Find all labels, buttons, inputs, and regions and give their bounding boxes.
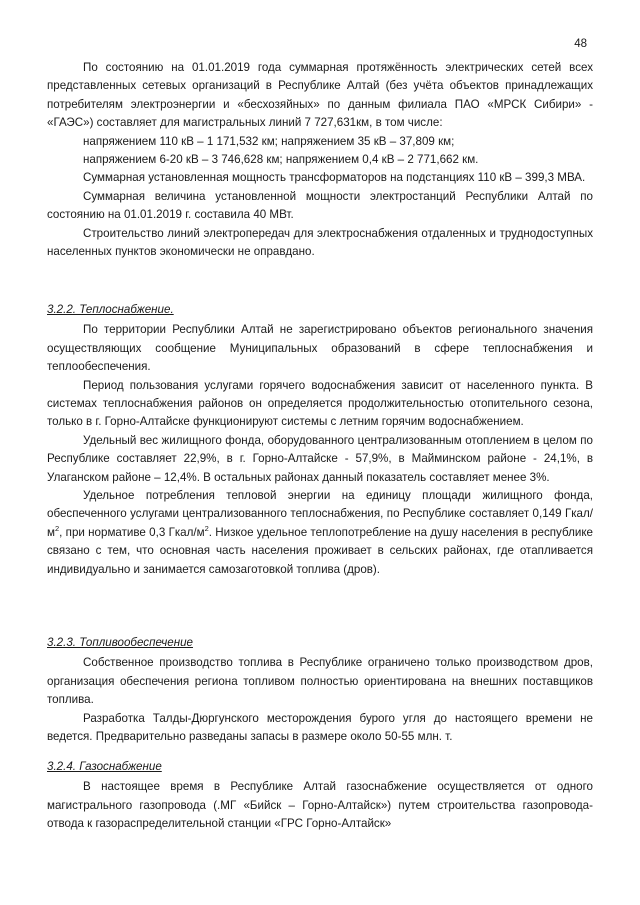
section-gas-supply xyxy=(47,758,593,834)
paragraph: Строительство линий электропередач для электроснабжения отдаленных и труднодоступных населенных пунктов экономически не оправдано. xyxy=(47,226,593,259)
superscript: 2 xyxy=(204,524,209,534)
text-run: , при нормативе 0,3 Гкал/м xyxy=(59,525,205,539)
paragraph: Собственное производство топлива в Республике ограничено только производством дров, организация обеспечения региона топливом полностью ориентирована на внешних поставщиков топлива. xyxy=(47,656,593,707)
list-line: напряжением 6-20 кВ – 3 746,628 км; напряжением 0,4 кВ – 2 771,662 км. xyxy=(83,153,479,167)
paragraph: Удельный вес жилищного фонда, оборудованного централизованным отоплением в целом по Республике составляет 22,9%, в г. Горно-Алтайске - 57,9%, в Майминском районе - 24,1%, в Улаганском районе – 12,4%. В остальных районах данный показатель составляет менее 3%. xyxy=(47,433,593,484)
paragraph: Суммарная установленная мощность трансформаторов на подстанциях 110 кВ – 399,3 МВА. xyxy=(83,171,586,185)
paragraph: По территории Республики Алтай не зарегистрировано объектов регионального значения осуществляющих сообщение Муниципальных образований в сфере теплоснабжения и теплообеспечения. xyxy=(47,323,593,374)
section-heat-supply xyxy=(47,301,593,579)
section-fuel-supply xyxy=(47,634,593,746)
section-electricity xyxy=(47,59,593,261)
paragraph: В настоящее время в Республике Алтай газоснабжение осуществляется от одного магистрального газопровода (.МГ «Бийск – Горно-Алтайск») путем строительства газопровода-отвода к газораспределительной станции «ГРС Горно-Алтайск» xyxy=(47,780,593,831)
text-run: Удельное потребления тепловой энергии на единицу площади жилищного фонда, обеспеченного услугами централизованного теплоснабжения, по Республике составляет 0,149 Гкал/м xyxy=(47,489,593,539)
paragraph: Суммарная величина установленной мощности электростанций Республики Алтай по состоянию на 01.01.2019 г. составила 40 МВт. xyxy=(47,189,593,222)
list-line: напряжением 110 кВ – 1 171,532 км; напряжением 35 кВ – 37,809 км; xyxy=(83,134,455,148)
text-run: . Низкое удельное теплопотребление на душу населения в республике связано с тем, что основная часть населения проживает в сельских районах, где отапливается индивидуально и занимается самозаготовкой топлива (дров). xyxy=(47,525,593,576)
paragraph: Период пользования услугами горячего водоснабжения зависит от населенного пункта. В системах теплоснабжения районов он определяется продолжительностью отопительного сезона, только в г. Горно-Алтайске функционируют системы с летним горячим водоснабжением. xyxy=(47,378,593,429)
superscript: 2 xyxy=(54,524,60,534)
section-heading: 3.2.2. Теплоснабжение. xyxy=(47,303,174,316)
page-number: 48 xyxy=(574,38,587,50)
paragraph: По состоянию на 01.01.2019 года суммарная протяжённость электрических сетей всех представленных сетевых организаций в Республике Алтай (без учёта объектов принадлежащих потребителям электроэнергии и «бесхозяйных» по данным филиала ПАО «МРСК Сибири» - «ГАЭС») составляет для магистральных линий 7 727,631км, в том числе: xyxy=(47,61,593,130)
paragraph: Разработка Талды-Дюргунского месторождения бурого угля до настоящего времени не ведется. Предварительно разведаны запасы в размере около 50-55 млн. т. xyxy=(47,711,593,744)
section-heading: 3.2.3. Топливообеспечение xyxy=(47,636,193,649)
section-heading: 3.2.4. Газоснабжение xyxy=(47,760,162,773)
paragraph xyxy=(47,487,593,579)
